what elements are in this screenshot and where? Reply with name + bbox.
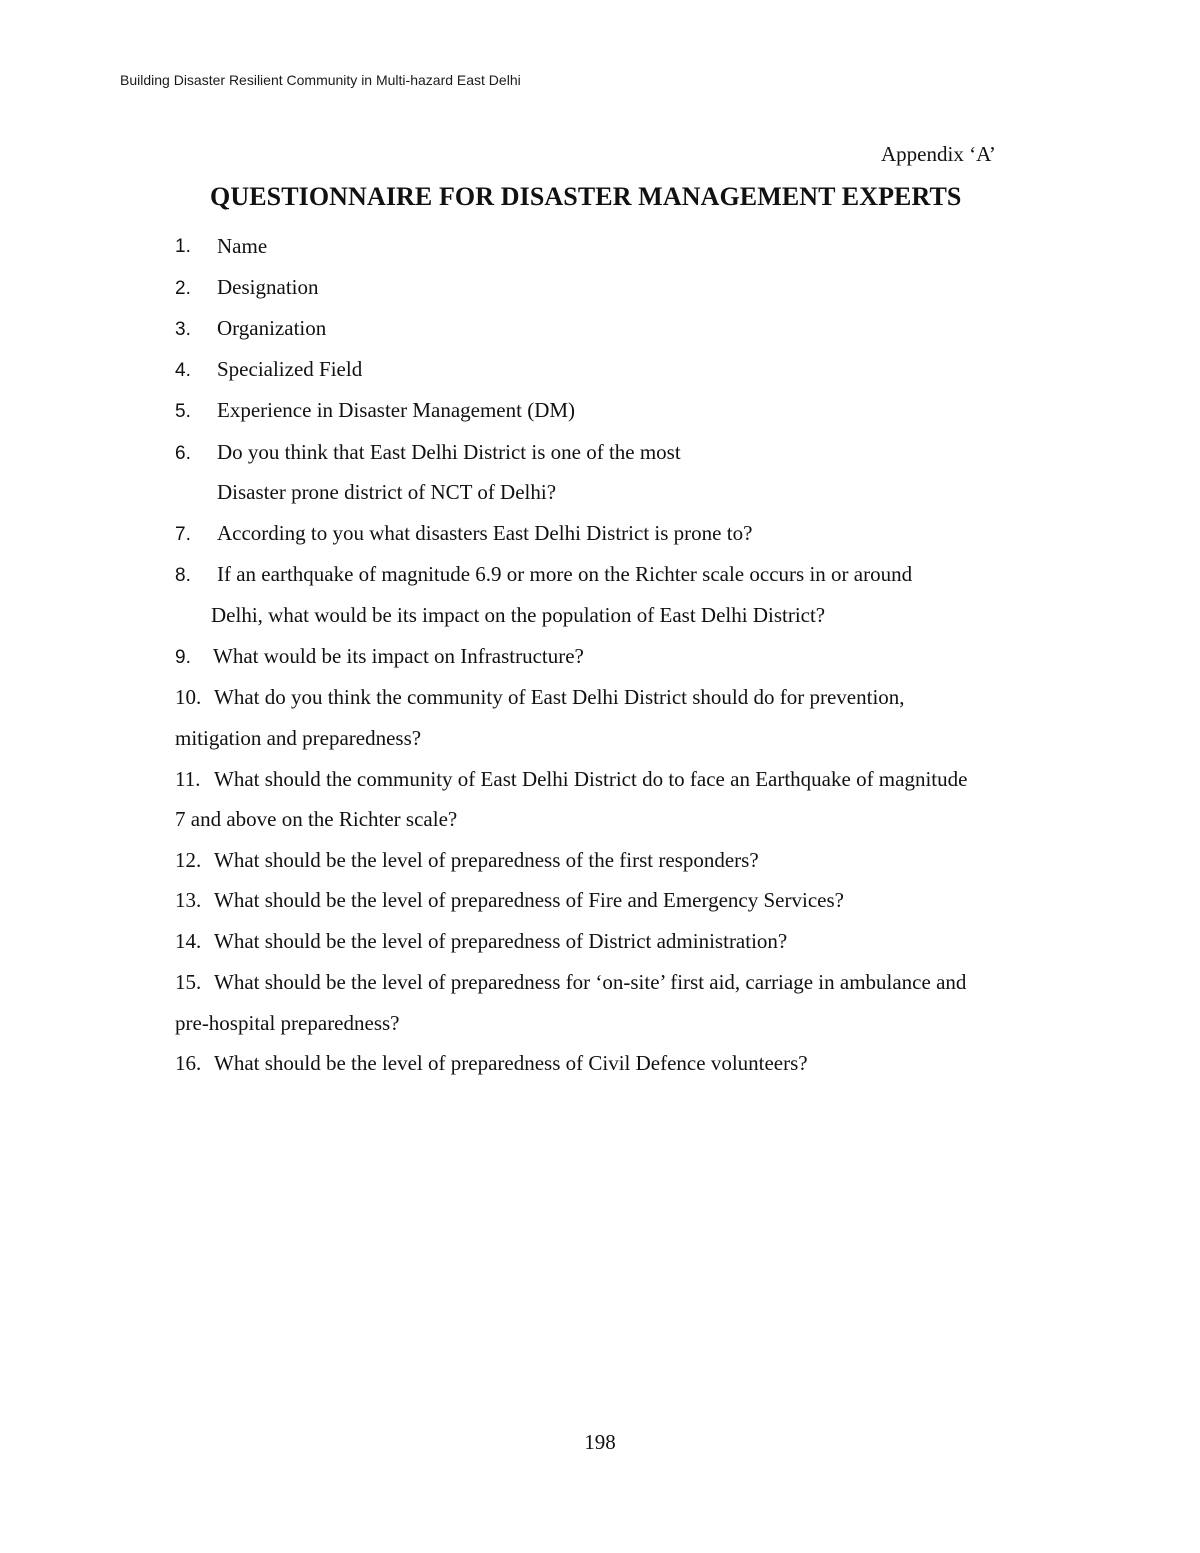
question-number: 15. [175,970,202,994]
question-number: 16. [175,1051,202,1075]
question-number: 3. [175,319,191,340]
question-text-continuation: Delhi, what would be its impact on the population of East Delhi District? [211,603,826,627]
question-text: What should be the level of preparedness of District administration? [214,929,788,953]
question-text: What should be the level of preparedness of the first responders? [214,848,759,872]
question-number: 4. [175,360,191,381]
question-text: If an earthquake of magnitude 6.9 or more on the Richter scale occurs in or around [217,562,913,586]
question-number: 5. [175,401,191,422]
running-header: Building Disaster Resilient Community in Multi-hazard East Delhi [120,72,521,88]
question-number: 12. [175,848,202,872]
question-number: 2. [175,278,191,299]
question-text: Do you think that East Delhi District is one of the most [217,440,681,464]
question-text: What do you think the community of East Delhi District should do for prevention, [214,685,905,709]
question-text: Specialized Field [217,357,363,381]
question-number: 6. [175,443,191,464]
question-text: Name [217,234,268,258]
question-number: 8. [175,565,191,586]
question-text: What would be its impact on Infrastructure? [213,644,584,668]
question-text-continuation: pre-hospital preparedness? [175,1011,400,1035]
question-number: 13. [175,888,202,912]
question-number: 9. [175,647,191,668]
question-text-continuation: 7 and above on the Richter scale? [175,807,458,831]
question-text: What should be the level of preparedness for ‘on-site’ first aid, carriage in ambulance and [214,970,967,994]
question-number: 11. [175,767,201,791]
question-text: According to you what disasters East Delhi District is prone to? [217,521,753,545]
question-number: 14. [175,929,202,953]
question-text: What should the community of East Delhi District do to face an Earthquake of magnitude [214,767,968,791]
appendix-label: Appendix ‘A’ [881,142,996,166]
question-text: Designation [217,275,319,299]
page-number: 198 [584,1430,616,1454]
question-text-continuation: Disaster prone district of NCT of Delhi? [217,480,557,504]
question-text: What should be the level of preparedness of Fire and Emergency Services? [214,888,844,912]
question-number: 10. [175,685,202,709]
question-text: Experience in Disaster Management (DM) [217,398,576,422]
page-title: QUESTIONNAIRE FOR DISASTER MANAGEMENT EXPERTS [210,182,962,211]
question-text-continuation: mitigation and preparedness? [175,726,422,750]
question-number: 7. [175,524,191,545]
question-text: What should be the level of preparedness of Civil Defence volunteers? [214,1051,808,1075]
question-text: Organization [217,316,327,340]
question-number: 1. [175,236,191,257]
